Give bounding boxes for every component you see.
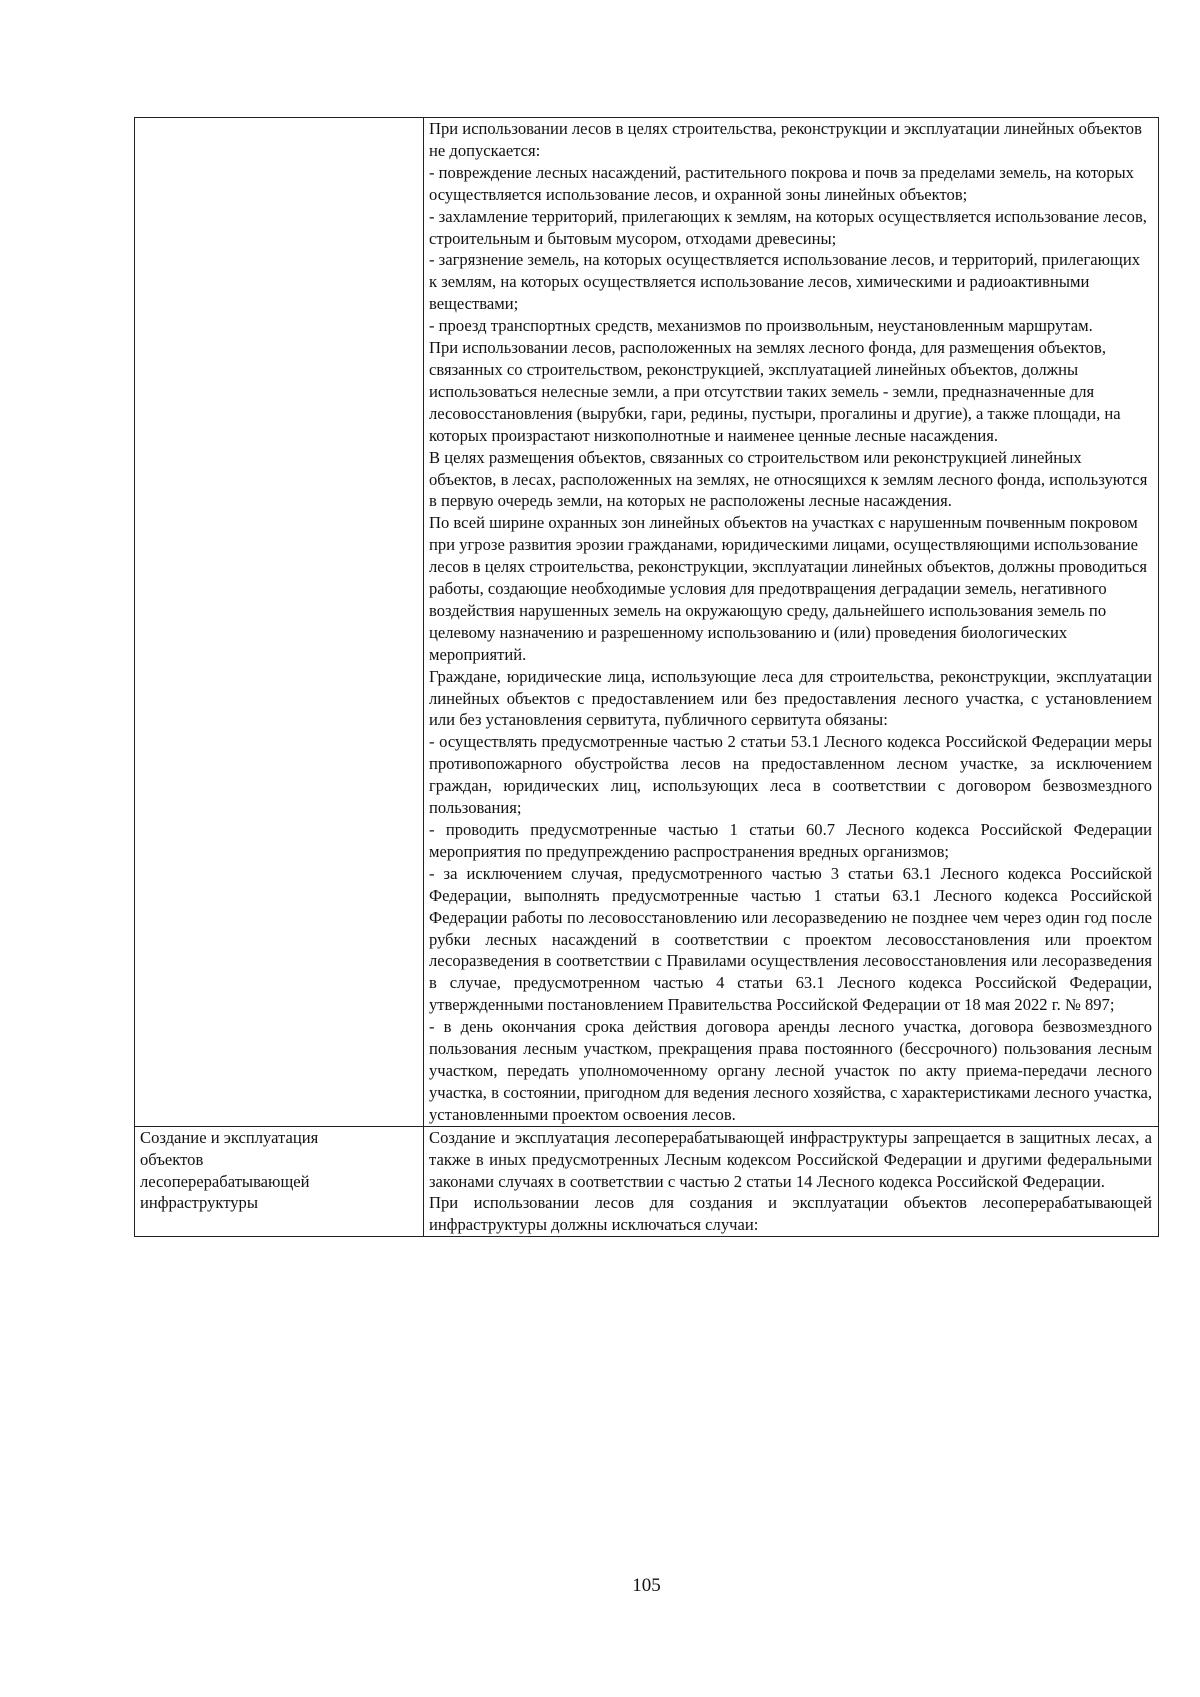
table-row <box>135 1126 1159 1237</box>
paragraph: При использовании лесов для создания и эксплуатации объектов лесоперерабатывающей инфраструктуры должны исключаться случаи: <box>429 1193 1152 1235</box>
paragraph: - проводить предусмотренные частью 1 статьи 60.7 Лесного кодекса Российской Федерации мероприятия по предупреждению распространения вредных организмов; <box>429 820 1152 861</box>
paragraph: - повреждение лесных насаждений, растительного покрова и почв за пределами земель, на которых осуществляется использование лесов, и охранной зоны линейных объектов; <box>429 162 1134 204</box>
paragraph: Граждане, юридические лица, использующие леса для строительства, реконструкции, эксплуатации линейных объектов с предоставлением или без предоставления лесного участка, с установлением или без установления сервитута, публичного сервитута обязаны: <box>429 666 1152 730</box>
paragraph: - осуществлять предусмотренные частью 2 статьи 53.1 Лесного кодекса Российской Федерации меры противопожарного обустройства лесов на предоставленном лесном участке, за исключением граждан, юридических лиц, использующих леса в соответствии с договором безвозмездного пользования; <box>429 732 1152 818</box>
regulation-table <box>134 117 1159 1237</box>
row-2-content-cell <box>424 1126 1159 1237</box>
page-number: 105 <box>632 1575 661 1596</box>
paragraph: При использовании лесов в целях строительства, реконструкции и эксплуатации линейных объектов не допускается: <box>429 119 1142 160</box>
row-1-title-cell <box>135 118 424 1127</box>
paragraph: - захламление территорий, прилегающих к землям, на которых осуществляется использование лесов, строительным и бытовым мусором, отходами древесины; <box>429 206 1147 248</box>
paragraph: Создание и эксплуатация лесоперерабатывающей инфраструктуры запрещается в защитных лесах, а также в иных предусмотренных Лесным кодексом Российской Федерации и другими федеральными законами случаях в соответствии с частью 2 статьи 14 Лесного кодекса Российской Федерации. <box>429 1127 1152 1191</box>
paragraph: - в день окончания срока действия договора аренды лесного участка, договора безвозмездного пользования лесным участком, прекращения права постоянного (бессрочного) пользования лесным участком, передать уполномоченному органу лесной участок по акту приема-передачи лесного участка, в состоянии, пригодном для ведения лесного хозяйства, с характеристиками лесного участка, установленными проектом освоения лесов. <box>429 1017 1152 1124</box>
paragraph: - загрязнение земель, на которых осуществляется использование лесов, и территорий, прилегающих к землям, на которых осуществляется использование лесов, химическими и радиоактивными веществами; <box>429 250 1141 314</box>
row-2-title-cell <box>135 1126 424 1237</box>
row-2-title: Создание и эксплуатация объектов лесоперерабатывающей инфраструктуры <box>140 1127 319 1213</box>
paragraph: - за исключением случая, предусмотренного частью 3 статьи 63.1 Лесного кодекса Российской Федерации, выполнять предусмотренные частью 1 статьи 63.1 Лесного кодекса Российской Федерации работы по лесовосстановлению или лесоразведению не позднее чем через один год после рубки лесных насаждений в соответствии с проектом лесовосстановления или проектом лесоразведения в соответствии с Правилами осуществления лесовосстановления или лесоразведения в случае, предусмотренном частью 4 статьи 63.1 Лесного кодекса Российской Федерации, утвержденными постановлением Правительства Российской Федерации от 18 мая 2022 г. № 897; <box>429 863 1152 1015</box>
row-1-content-cell <box>424 118 1159 1127</box>
paragraph: В целях размещения объектов, связанных со строительством или реконструкцией линейных объектов, в лесах, расположенных на землях, не относящихся к землям лесного фонда, используются в первую очередь земли, на которых не расположены лесные насаждения. <box>429 447 1148 511</box>
table-row <box>135 118 1159 1127</box>
paragraph: По всей ширине охранных зон линейных объектов на участках с нарушенным почвенным покровом при угрозе развития эрозии гражданами, юридическими лицами, осуществляющими использование лесов в целях строительства, реконструкции, эксплуатации линейных объектов, должны проводиться работы, создающие необходимые условия для предотвращения деградации земель, негативного воздействия нарушенных земель на окружающую среду, дальнейшего использования земель по целевому назначению и разрешенному использованию и (или) проведения биологических мероприятий. <box>429 513 1148 664</box>
paragraph: При использовании лесов, расположенных на землях лесного фонда, для размещения объектов, связанных со строительством, реконструкцией, эксплуатацией линейных объектов, должны использоваться нелесные земли, а при отсутствии таких земель - земли, предназначенные для лесовосстановления (вырубки, гари, редины, пустыри, прогалины и другие), а также площади, на которых произрастают низкополнотные и наименее ценные лесные насаждения. <box>429 338 1121 445</box>
paragraph: - проезд транспортных средств, механизмов по произвольным, неустановленным маршрутам. <box>429 316 1093 336</box>
